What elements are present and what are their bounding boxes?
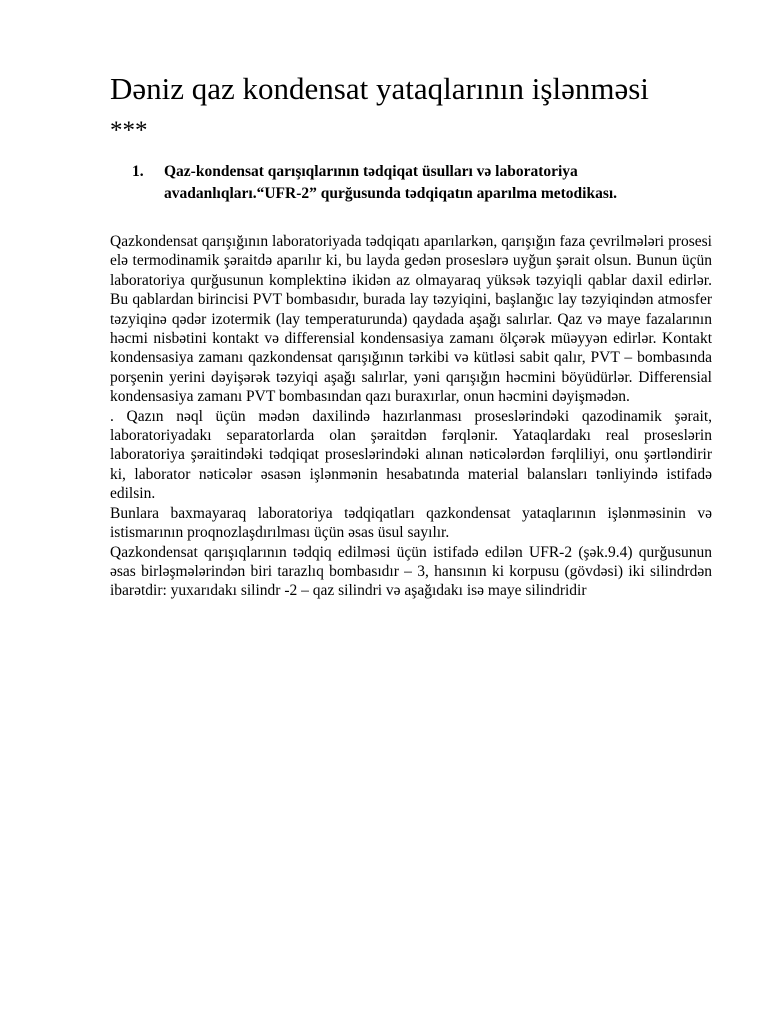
section-number: 1. (132, 163, 144, 180)
document-body (110, 232, 712, 601)
body-paragraph: Qazkondensat qarışığının laboratoriyada tədqiqatı aparılarkən, qarışığın faza çevrilmələri prosesi elə termodinamik şəraitdə aparılır ki, bu layda gedən proseslərə uyğun şərait olsun. Bunun üçün laboratoriya qurğusunun komplektinə ikidən az olmayaraq yüksək təzyiqli qablar daxil edirlər. Bu qablardan birincisi PVT bombasıdır, burada lay təzyiqini, başlanğıc lay təzyiqindən atmosfer təzyiqinə qədər izotermik (lay temperaturunda) qaydada aşağı salırlar. Qaz və maye fazalarının həcmi nisbətini kontakt və differensial kondensasiya zamanı ölçərək müəyyən edirlər. Kontakt kondensasiya zamanı qazkondensat qarışığının tərkibi və kütləsi sabit qalır, PVT – bombasında porşenin yerini dəyişərək təzyiqi aşağı salırlar, yəni qarışığın həcmini böyüdürlər. Differensial kondensasiya zamanı PVT bombasından qazı buraxırlar, onun həcmini dəyişmədən. (110, 233, 712, 406)
section-heading (132, 161, 712, 205)
section-separator: *** (110, 117, 148, 144)
section-heading-text: Qaz-kondensat qarışıqlarının tədqiqat üsulları və laboratoriya avadanlıqları.“UFR-2” qurğusunda tədqiqatın aparılma metodikası. (164, 163, 618, 202)
body-paragraph: Qazkondensat qarışıqlarının tədqiq edilməsi üçün istifadə edilən UFR-2 (şək.9.4) qurğusunun əsas birləşmələrindən biri tarazlıq bombasıdır – 3, hansının ki korpusu (gövdəsi) iki silindrdən ibarətdir: yuxarıdakı silindr -2 – qaz silindri və aşağıdakı isə maye silindridir (110, 543, 712, 600)
document-title: Dəniz qaz kondensat yataqlarının işlənməsi (110, 71, 649, 106)
body-paragraph: . Qazın nəql üçün mədən daxilində hazırlanması proseslərindəki qazodinamik şərait, laboratoriyadakı separatorlarda olan şəraitdən fərqlənir. Yataqlardakı real proseslərin laboratoriya şəraitindəki tədqiqat proseslərindəki alınan nəticələrdən fərqliliyi, onu şərtləndirir ki, laborator nəticələr əsasən işlənmənin hesabatında material balansları tənliyində istifadə edilsin. (110, 407, 712, 503)
body-paragraph: Bunlara baxmayaraq laboratoriya tədqiqatları qazkondensat yataqlarının işlənməsinin və istismarının proqnozlaşdırılması üçün əsas üsul sayılır. (110, 504, 712, 542)
